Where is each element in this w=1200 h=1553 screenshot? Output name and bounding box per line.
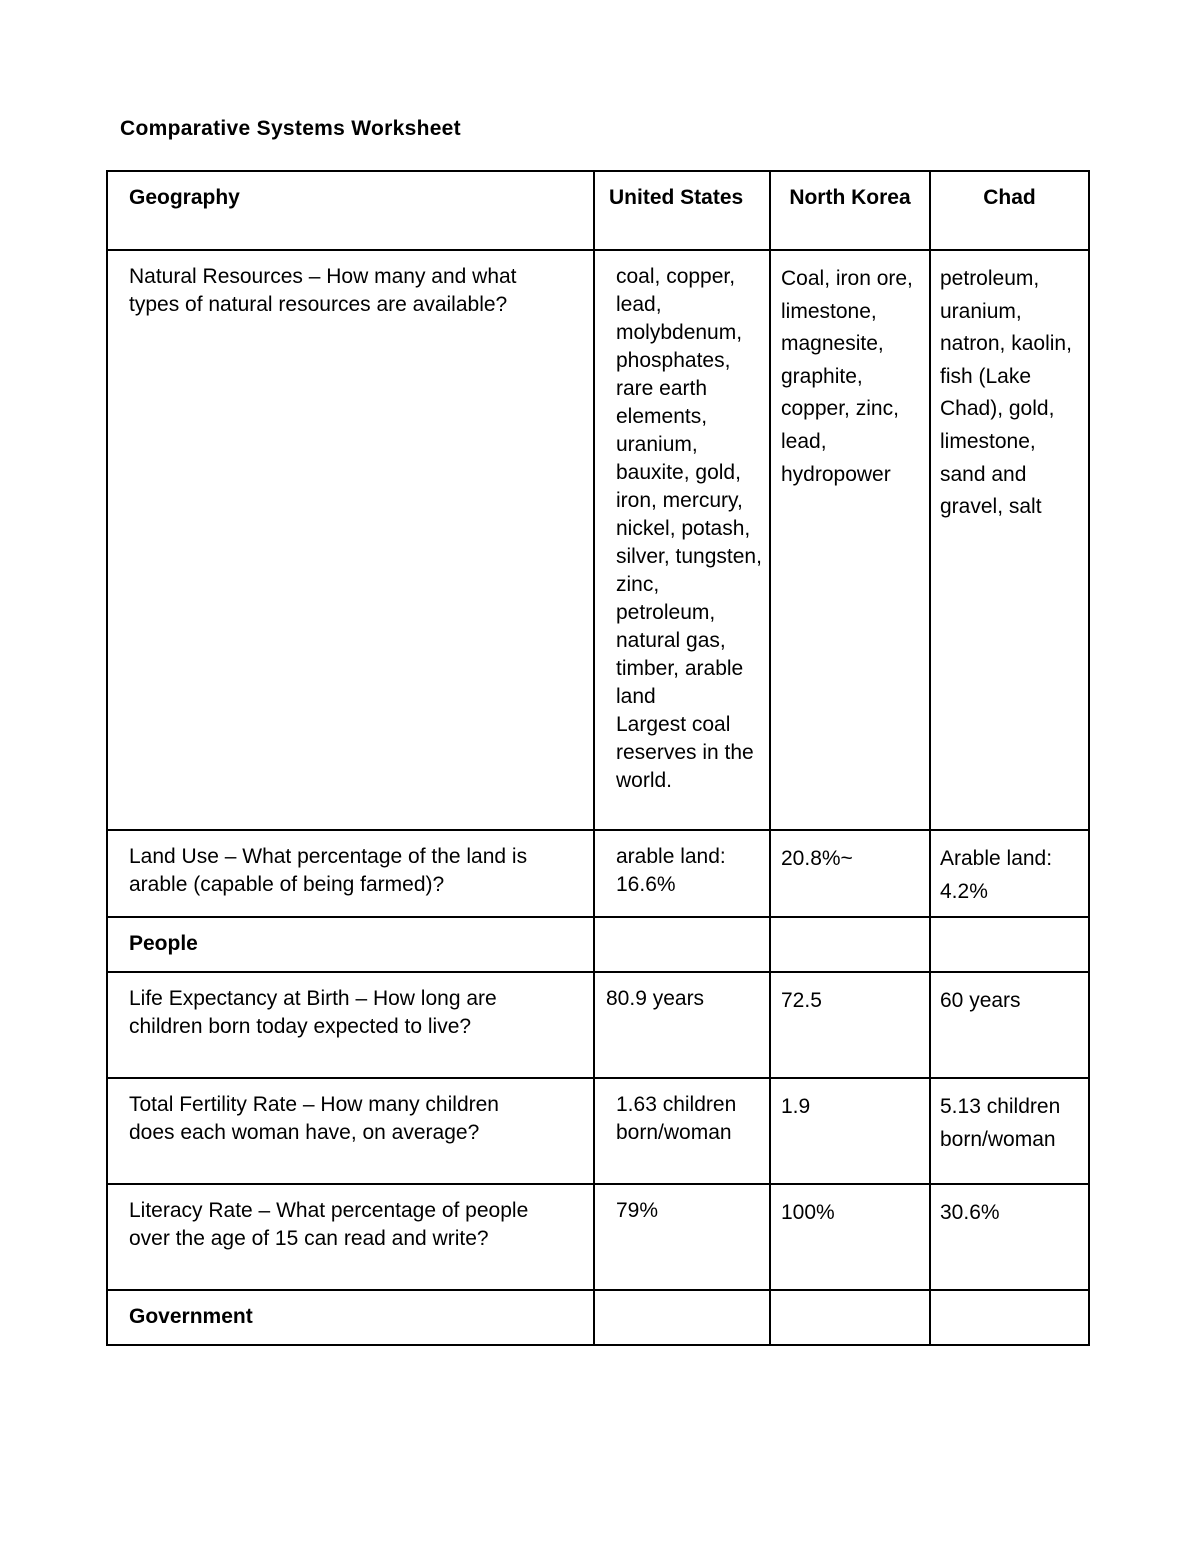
natural-resources-nk-cell bbox=[770, 250, 930, 830]
life-expectancy-nk: 72.5 bbox=[781, 989, 822, 1013]
government-section-cell bbox=[107, 1290, 594, 1345]
literacy-chad: 30.6% bbox=[940, 1201, 1000, 1225]
natural-resources-chad-cell bbox=[930, 250, 1089, 830]
natural-resources-nk: Coal, iron ore, limestone, magnesite, graphite, copper, zinc, lead, hydropower bbox=[781, 267, 913, 486]
fertility-chad: 5.13 children born/woman bbox=[940, 1095, 1061, 1151]
land-use-chad-cell bbox=[930, 830, 1089, 917]
table-header-row bbox=[107, 171, 1089, 250]
comparison-table bbox=[106, 170, 1090, 1346]
life-expectancy-us: 80.9 years bbox=[606, 987, 705, 1011]
people-nk-empty bbox=[770, 917, 930, 972]
header-us-label: United States bbox=[609, 186, 744, 209]
header-us bbox=[594, 171, 770, 250]
government-section-label: Government bbox=[129, 1305, 253, 1329]
header-nk bbox=[770, 171, 930, 250]
life-expectancy-chad: 60 years bbox=[940, 989, 1021, 1013]
natural-resources-us-cell bbox=[594, 250, 770, 830]
fertility-question-cell bbox=[107, 1078, 594, 1184]
header-geography bbox=[107, 171, 594, 250]
literacy-us: 79% bbox=[616, 1199, 659, 1223]
literacy-us-cell bbox=[594, 1184, 770, 1290]
government-us-empty bbox=[594, 1290, 770, 1345]
people-us-empty bbox=[594, 917, 770, 972]
table-row-fertility bbox=[107, 1078, 1089, 1184]
land-use-nk: 20.8%~ bbox=[781, 847, 853, 870]
header-chad bbox=[930, 171, 1089, 250]
table-row-life-expectancy bbox=[107, 972, 1089, 1078]
fertility-question: Total Fertility Rate – How many children does each woman have, on average? bbox=[129, 1093, 499, 1145]
fertility-chad-cell bbox=[930, 1078, 1089, 1184]
header-chad-label: Chad bbox=[983, 186, 1036, 209]
life-expectancy-question: Life Expectancy at Birth – How long are children born today expected to live? bbox=[129, 987, 497, 1039]
literacy-chad-cell bbox=[930, 1184, 1089, 1290]
document-title: Comparative Systems Worksheet bbox=[120, 117, 461, 140]
natural-resources-chad: petroleum, uranium, natron, kaolin, fish (Lake Chad), gold, limestone, sand and gravel, salt bbox=[940, 267, 1072, 519]
table-row-natural-resources bbox=[107, 250, 1089, 830]
fertility-us-cell bbox=[594, 1078, 770, 1184]
people-section-cell bbox=[107, 917, 594, 972]
literacy-question-cell bbox=[107, 1184, 594, 1290]
header-nk-label: North Korea bbox=[789, 186, 911, 209]
natural-resources-question: Natural Resources – How many and what types of natural resources are available? bbox=[129, 265, 517, 316]
life-expectancy-us-cell bbox=[594, 972, 770, 1078]
life-expectancy-chad-cell bbox=[930, 972, 1089, 1078]
fertility-nk: 1.9 bbox=[781, 1095, 811, 1119]
table-row-people-section bbox=[107, 917, 1089, 972]
people-chad-empty bbox=[930, 917, 1089, 972]
natural-resources-us bbox=[595, 251, 769, 803]
natural-resources-question-cell bbox=[107, 250, 594, 830]
table-row-land-use bbox=[107, 830, 1089, 917]
natural-resources-us-note: Largest coal reserves in the world. bbox=[616, 713, 754, 792]
land-use-nk-cell bbox=[770, 830, 930, 917]
fertility-us: 1.63 children born/woman bbox=[616, 1093, 737, 1145]
land-use-us-cell bbox=[594, 830, 770, 917]
land-use-question: Land Use – What percentage of the land is arable (capable of being farmed)? bbox=[129, 845, 528, 896]
people-section-label: People bbox=[129, 932, 198, 956]
fertility-nk-cell bbox=[770, 1078, 930, 1184]
literacy-nk-cell bbox=[770, 1184, 930, 1290]
natural-resources-us-list: coal, copper, lead, molybdenum, phosphates, rare earth elements, uranium, bauxite, gold, iron, mercury, nickel, potash, silver, tungsten, zinc, petroleum, natural gas, timber, arable land bbox=[616, 265, 762, 708]
table-row-literacy bbox=[107, 1184, 1089, 1290]
life-expectancy-nk-cell bbox=[770, 972, 930, 1078]
header-geography-label: Geography bbox=[129, 186, 240, 209]
life-expectancy-question-cell bbox=[107, 972, 594, 1078]
land-use-question-cell bbox=[107, 830, 594, 917]
land-use-us: arable land: 16.6% bbox=[616, 845, 726, 896]
table-row-government-section bbox=[107, 1290, 1089, 1345]
land-use-chad: Arable land: 4.2% bbox=[940, 847, 1053, 903]
literacy-question: Literacy Rate – What percentage of people over the age of 15 can read and write? bbox=[129, 1199, 529, 1251]
government-nk-empty bbox=[770, 1290, 930, 1345]
literacy-nk: 100% bbox=[781, 1201, 835, 1225]
government-chad-empty bbox=[930, 1290, 1089, 1345]
